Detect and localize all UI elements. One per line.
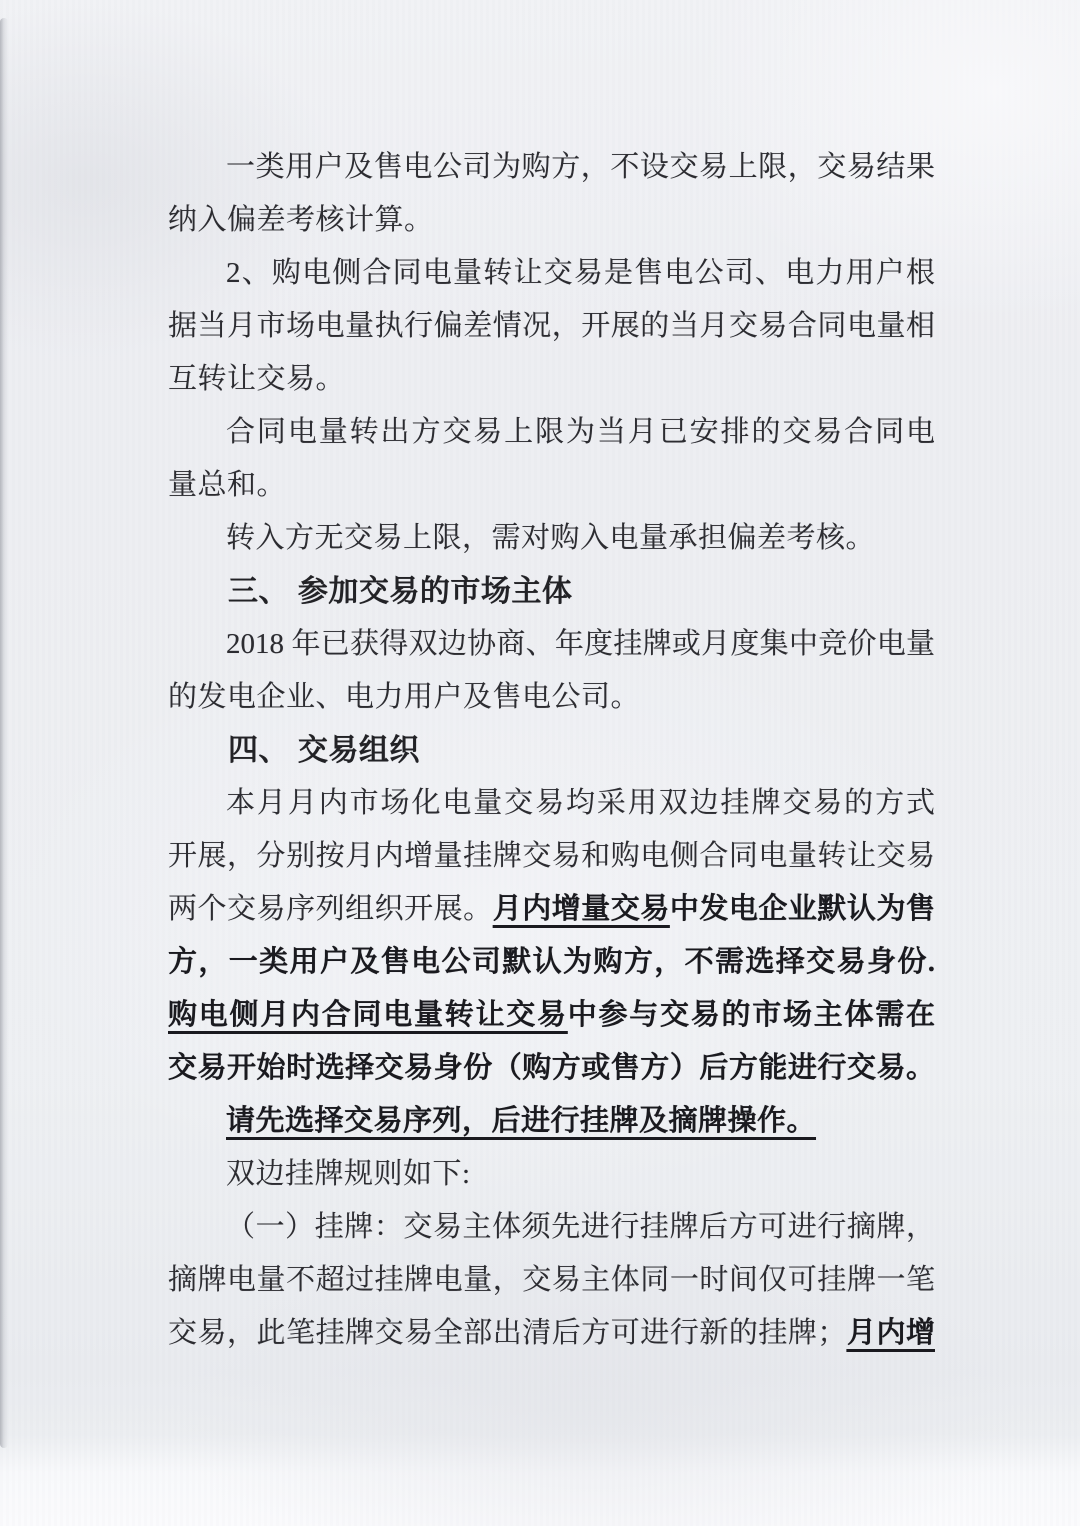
- text-line: [168, 459, 935, 512]
- text-line: [168, 1254, 935, 1307]
- emphasized-text: 月内增量交易: [492, 893, 670, 925]
- text-segment: 转入方无交易上限，需对购入电量承担偏差考核。: [226, 522, 876, 554]
- emphasized-text: 购电侧月内合同电量转让交易: [168, 999, 568, 1031]
- text-line: [168, 936, 935, 989]
- text-segment: 摘牌电量不超过挂牌电量，交易主体同一时间仅可挂牌一笔: [168, 1264, 935, 1296]
- text-segment: 的发电企业、电力用户及售电公司。: [168, 681, 641, 713]
- text-line: [168, 671, 935, 724]
- text-line: [168, 1148, 935, 1201]
- text-segment: 中发电企业默认为售: [669, 893, 935, 925]
- text-line: [168, 1201, 935, 1254]
- text-line: [168, 883, 935, 936]
- emphasized-text: 月内增: [846, 1317, 935, 1349]
- text-line: [168, 1042, 935, 1095]
- text-line: [168, 989, 935, 1042]
- text-line: [168, 512, 935, 565]
- text-line: [168, 300, 935, 353]
- text-line: [168, 830, 935, 883]
- document-content: [168, 141, 935, 1360]
- text-line: [168, 618, 935, 671]
- text-segment: 合同电量转出方交易上限为当月已安排的交易合同电: [226, 416, 935, 448]
- text-segment: 量总和。: [168, 469, 287, 501]
- text-line: [168, 247, 935, 300]
- text-segment: 中参与交易的市场主体需在: [567, 999, 935, 1031]
- text-segment: 2、购电侧合同电量转让交易是售电公司、电力用户根: [226, 257, 935, 289]
- text-segment: 三、 参加交易的市场主体: [228, 575, 573, 608]
- text-segment: 交易开始时选择交易身份（购方或售方）后方能进行交易。: [168, 1052, 935, 1084]
- text-segment: 交易，此笔挂牌交易全部出清后方可进行新的挂牌；: [168, 1317, 847, 1349]
- text-line: [168, 353, 935, 406]
- text-line: [168, 1095, 935, 1148]
- text-segment: 四、 交易组织: [228, 734, 420, 767]
- text-line: [168, 777, 935, 830]
- text-segment: 双边挂牌规则如下:: [226, 1158, 471, 1190]
- text-line: [168, 194, 935, 247]
- text-segment: 方，一类用户及售电公司默认为购方，不需选择交易身份.: [168, 946, 935, 978]
- text-line: [168, 141, 935, 194]
- text-segment: 纳入偏差考核计算。: [168, 204, 434, 236]
- emphasized-text: 请先选择交易序列，后进行挂牌及摘牌操作。: [226, 1105, 817, 1137]
- text-segment: （一）挂牌：交易主体须先进行挂牌后方可进行摘牌，: [226, 1211, 935, 1243]
- text-segment: 两个交易序列组织开展。: [168, 893, 493, 925]
- scan-edge-shadow: [0, 18, 8, 1448]
- section-heading: [168, 724, 935, 777]
- text-segment: 2018 年已获得双边协商、年度挂牌或月度集中竞价电量: [226, 628, 935, 660]
- text-line: [168, 1307, 935, 1360]
- text-segment: 据当月市场电量执行偏差情况，开展的当月交易合同电量相: [168, 310, 935, 342]
- text-segment: 一类用户及售电公司为购方，不设交易上限，交易结果: [226, 151, 935, 183]
- text-line: [168, 406, 935, 459]
- text-segment: 互转让交易。: [168, 363, 346, 395]
- text-segment: 本月月内市场化电量交易均采用双边挂牌交易的方式: [226, 787, 935, 819]
- section-heading: [168, 565, 935, 618]
- text-segment: 开展，分别按月内增量挂牌交易和购电侧合同电量转让交易: [168, 840, 935, 872]
